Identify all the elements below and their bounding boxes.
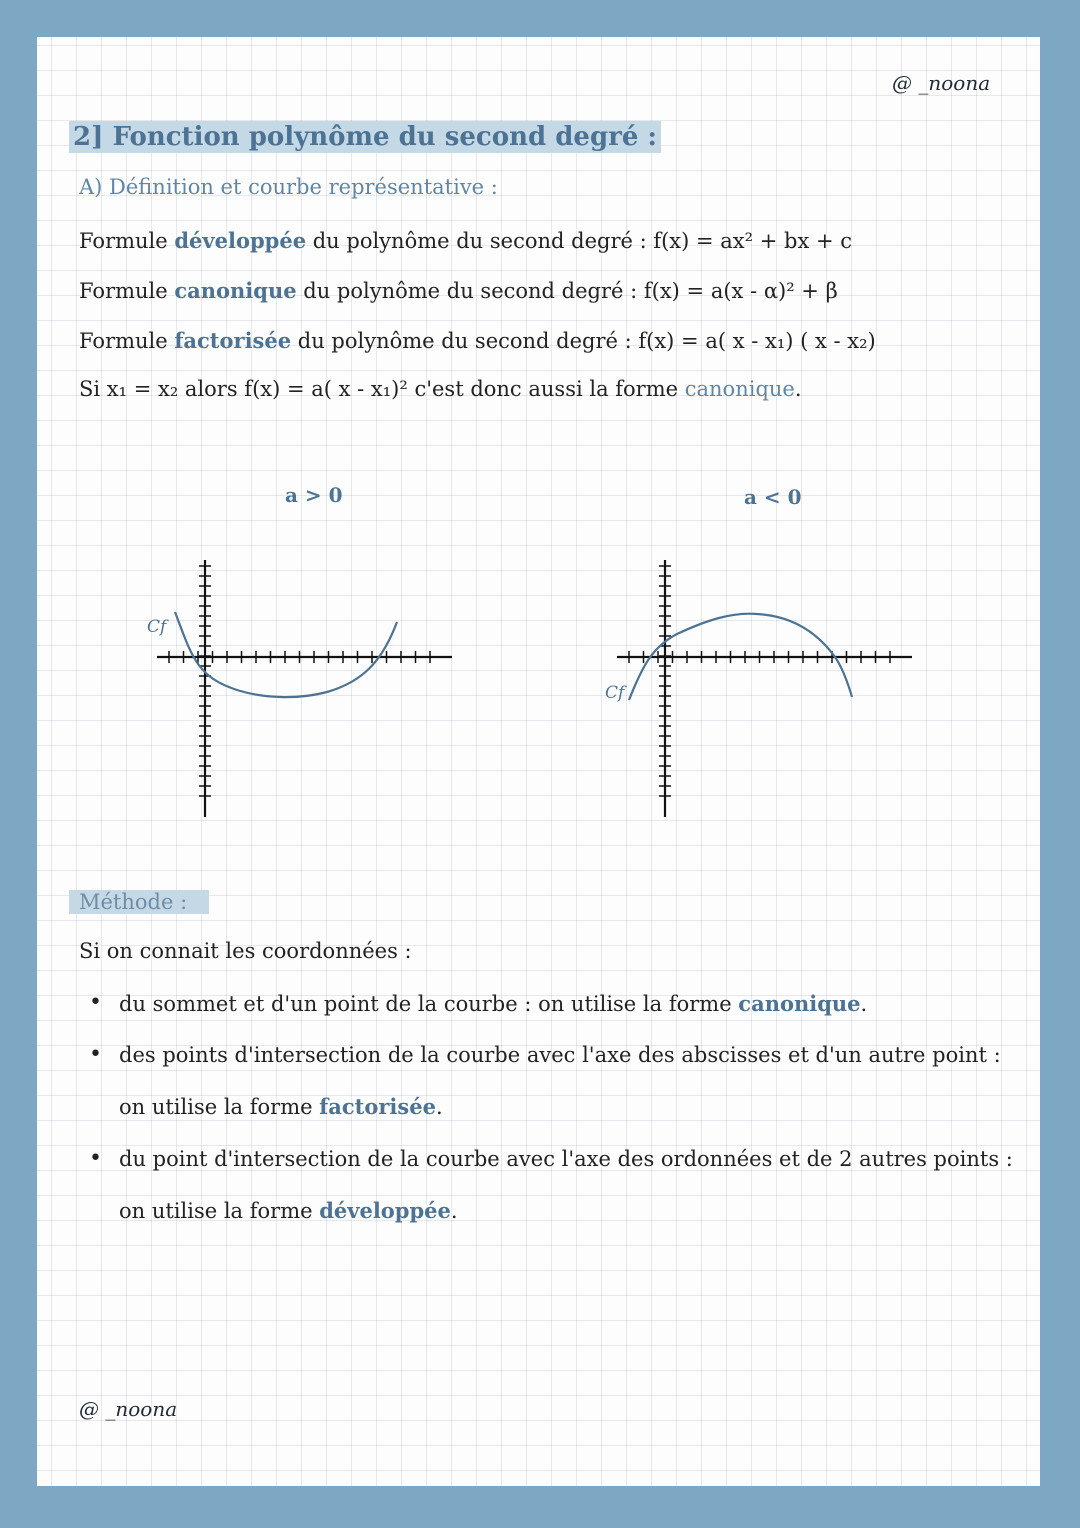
method-intro: Si on connait les coordonnées : (79, 939, 412, 963)
formula-canonical-post: du polynôme du second degré : f(x) = a(x - α)² + β (296, 279, 838, 303)
bullet-dot-2: • (89, 1042, 102, 1067)
method-bullet-3-cont (119, 1198, 458, 1223)
bullet-2-cont-pre: on utilise la forme (119, 1095, 320, 1119)
formula-factored (79, 328, 876, 353)
bullet-3-cont-pre: on utilise la forme (119, 1199, 320, 1223)
method-bullet-2-cont (119, 1094, 443, 1119)
graph-left-upward-parabola (147, 552, 457, 822)
bullet-3-post: . (450, 1199, 458, 1223)
formula-canonical-key: canonique (174, 278, 297, 303)
graph-right-label: a < 0 (744, 485, 802, 509)
bullet-dot-1: • (89, 990, 102, 1015)
section-title: 2] Fonction polynôme du second degré : (69, 121, 661, 153)
formula-developed-post: du polynôme du second degré : f(x) = ax² + bx + c (306, 229, 853, 253)
formula-special-case (79, 377, 802, 401)
graph-left-label: a > 0 (285, 483, 343, 507)
formula-factored-pre: Formule (79, 329, 175, 353)
bullet-3-key: développée (319, 1198, 451, 1223)
formula-canonical-pre: Formule (79, 279, 175, 303)
formula-special-post: . (794, 377, 802, 401)
bullet-1-text: du sommet et d'un point de la courbe : on utilise la forme (119, 992, 739, 1016)
subsection-title: A) Définition et courbe représentative : (79, 175, 498, 199)
formula-special-key: canonique (684, 377, 795, 401)
method-bullet-2: des points d'intersection de la courbe avec l'axe des abscisses et d'un autre point : (119, 1043, 1001, 1067)
formula-factored-key: factorisée (174, 328, 292, 353)
formula-factored-post: du polynôme du second degré : f(x) = a( x - x₁) ( x - x₂) (291, 329, 876, 353)
bullet-dot-3: • (89, 1146, 102, 1171)
formula-developed (79, 228, 852, 253)
method-bullet-1 (119, 991, 867, 1016)
signature-bottom: @ _noona (79, 1397, 178, 1421)
formula-developed-key: développée (174, 228, 307, 253)
graph-right-curve-label: Cf (605, 683, 625, 703)
signature-top: @ _noona (892, 71, 991, 95)
notebook-page (37, 37, 1040, 1486)
method-heading: Méthode : (69, 890, 209, 914)
bullet-1-key: canonique (738, 991, 861, 1016)
graph-left-curve (175, 612, 397, 697)
graph-right-downward-parabola (607, 552, 917, 822)
bullet-2-post: . (435, 1095, 443, 1119)
graph-left-curve-label: Cf (147, 617, 167, 637)
bullet-2-key: factorisée (319, 1094, 436, 1119)
bullet-1-post: . (860, 992, 868, 1016)
formula-special-pre: Si x₁ = x₂ alors f(x) = a( x - x₁)² c'est donc aussi la forme (79, 377, 685, 401)
formula-canonical (79, 278, 838, 303)
method-bullet-3: du point d'intersection de la courbe avec l'axe des ordonnées et de 2 autres points : (119, 1147, 1013, 1171)
formula-developed-pre: Formule (79, 229, 175, 253)
